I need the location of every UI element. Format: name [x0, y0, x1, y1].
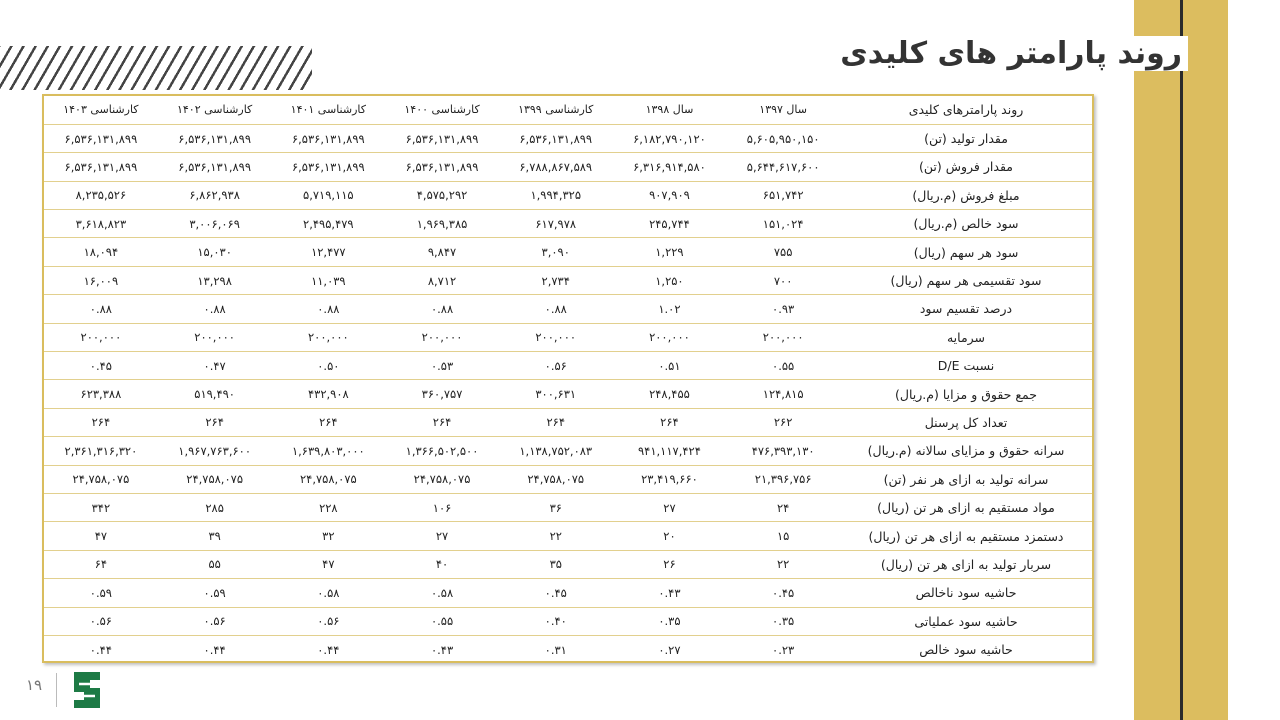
- table-cell: ۰.۵۰: [271, 352, 385, 380]
- table-cell: ۷۰۰: [726, 266, 840, 294]
- footer-divider: [56, 673, 57, 707]
- table-body: [44, 124, 1092, 663]
- table-cell: ۴۷: [44, 522, 158, 550]
- table-cell: ۰.۵۸: [385, 579, 499, 607]
- table-cell: ۰.۵۹: [158, 579, 272, 607]
- table-cell: ۰.۴۳: [613, 579, 727, 607]
- table-cell: ۱,۹۶۹,۳۸۵: [385, 210, 499, 238]
- table-cell: ۰.۲۷: [613, 635, 727, 663]
- table-cell: ۷۵۵: [726, 238, 840, 266]
- table-header-cell: کارشناسی ۱۴۰۳: [44, 96, 158, 124]
- row-label: تعداد کل پرسنل: [840, 408, 1092, 436]
- table-header-cell: سال ۱۳۹۸: [613, 96, 727, 124]
- key-parameters-table: [44, 96, 1092, 663]
- table-cell: ۱.۰۲: [613, 295, 727, 323]
- table-cell: ۰.۴۷: [158, 352, 272, 380]
- row-label: مقدار فروش (تن): [840, 153, 1092, 181]
- table-cell: ۰.۵۳: [385, 352, 499, 380]
- table-cell: ۲۴,۷۵۸,۰۷۵: [385, 465, 499, 493]
- table-row: [44, 579, 1092, 607]
- table-row: [44, 210, 1092, 238]
- table-cell: ۴۰: [385, 550, 499, 578]
- table-cell: ۱,۲۲۹: [613, 238, 727, 266]
- table-cell: ۲۷: [385, 522, 499, 550]
- table-cell: ۰.۳۱: [499, 635, 613, 663]
- table-cell: ۲۳,۴۱۹,۶۶۰: [613, 465, 727, 493]
- table-header-cell: روند پارامترهای کلیدی: [840, 96, 1092, 124]
- table-cell: ۲۲۸: [271, 493, 385, 521]
- table-cell: ۶,۵۳۶,۱۳۱,۸۹۹: [385, 124, 499, 152]
- table-cell: ۲۶۴: [613, 408, 727, 436]
- table-cell: ۲۴۵,۷۴۴: [613, 210, 727, 238]
- table-cell: ۶,۵۳۶,۱۳۱,۸۹۹: [499, 124, 613, 152]
- table-cell: ۶۲۳,۳۸۸: [44, 380, 158, 408]
- table-cell: ۲۶: [613, 550, 727, 578]
- table-cell: ۰.۸۸: [271, 295, 385, 323]
- table-cell: ۰.۲۳: [726, 635, 840, 663]
- table-row: [44, 266, 1092, 294]
- table-cell: ۲۷: [613, 493, 727, 521]
- table-cell: ۲,۳۶۱,۳۱۶,۳۲۰: [44, 437, 158, 465]
- table-cell: ۲۴,۷۵۸,۰۷۵: [158, 465, 272, 493]
- table-row: [44, 380, 1092, 408]
- table-cell: ۱۵,۰۳۰: [158, 238, 272, 266]
- table-row: [44, 238, 1092, 266]
- table-cell: ۵,۷۱۹,۱۱۵: [271, 181, 385, 209]
- table-cell: ۲۰: [613, 522, 727, 550]
- table-row: [44, 352, 1092, 380]
- row-label: سود هر سهم (ریال): [840, 238, 1092, 266]
- row-label: سود تقسیمی هر سهم (ریال): [840, 266, 1092, 294]
- table-row: [44, 607, 1092, 635]
- hatch-decoration: [0, 46, 312, 90]
- table-cell: ۶,۵۳۶,۱۳۱,۸۹۹: [158, 124, 272, 152]
- table-cell: ۹۴۱,۱۱۷,۴۲۴: [613, 437, 727, 465]
- table-header-cell: کارشناسی ۱۴۰۰: [385, 96, 499, 124]
- table-cell: ۲,۴۹۵,۴۷۹: [271, 210, 385, 238]
- table-cell: ۰.۵۵: [385, 607, 499, 635]
- table-cell: ۵۱۹,۴۹۰: [158, 380, 272, 408]
- table-cell: ۴,۵۷۵,۲۹۲: [385, 181, 499, 209]
- table-cell: ۰.۵۹: [44, 579, 158, 607]
- table-cell: ۲۴: [726, 493, 840, 521]
- table-cell: ۳۵: [499, 550, 613, 578]
- table-cell: ۶,۳۱۶,۹۱۴,۵۸۰: [613, 153, 727, 181]
- table-cell: ۳۶۰,۷۵۷: [385, 380, 499, 408]
- table-cell: ۲۶۲: [726, 408, 840, 436]
- table-cell: ۲۲: [726, 550, 840, 578]
- row-label: مواد مستقیم به ازای هر تن (ریال): [840, 493, 1092, 521]
- slide-title: روند پارامتر های کلیدی: [834, 36, 1188, 71]
- table-cell: ۲۴,۷۵۸,۰۷۵: [44, 465, 158, 493]
- table-cell: ۰.۴۴: [44, 635, 158, 663]
- table-cell: ۲۰۰,۰۰۰: [613, 323, 727, 351]
- table-cell: ۶,۵۳۶,۱۳۱,۸۹۹: [271, 153, 385, 181]
- table-header-cell: کارشناسی ۱۴۰۲: [158, 96, 272, 124]
- table-row: [44, 550, 1092, 578]
- table-cell: ۰.۸۸: [44, 295, 158, 323]
- table-cell: ۸,۷۱۲: [385, 266, 499, 294]
- table-cell: ۰.۴۴: [158, 635, 272, 663]
- table-row: [44, 323, 1092, 351]
- table-header-cell: کارشناسی ۱۳۹۹: [499, 96, 613, 124]
- table-cell: ۰.۴۵: [499, 579, 613, 607]
- row-label: حاشیه سود عملیاتی: [840, 607, 1092, 635]
- table-cell: ۰.۵۶: [44, 607, 158, 635]
- row-label: مقدار تولید (تن): [840, 124, 1092, 152]
- table-cell: ۰.۳۵: [726, 607, 840, 635]
- table-cell: ۶,۵۳۶,۱۳۱,۸۹۹: [385, 153, 499, 181]
- table-cell: ۱۲,۴۷۷: [271, 238, 385, 266]
- table-cell: ۳۲: [271, 522, 385, 550]
- table-cell: ۰.۸۸: [499, 295, 613, 323]
- table-cell: ۳,۰۹۰: [499, 238, 613, 266]
- table-cell: ۶۴: [44, 550, 158, 578]
- table-cell: ۱۰۶: [385, 493, 499, 521]
- table-cell: ۰.۸۸: [385, 295, 499, 323]
- row-label: سود خالص (م.ریال): [840, 210, 1092, 238]
- table-cell: ۶,۵۳۶,۱۳۱,۸۹۹: [271, 124, 385, 152]
- table-cell: ۶,۱۸۲,۷۹۰,۱۲۰: [613, 124, 727, 152]
- key-parameters-table-frame: [42, 94, 1094, 663]
- table-row: [44, 465, 1092, 493]
- table-cell: ۳۹: [158, 522, 272, 550]
- table-header-row: [44, 96, 1092, 124]
- table-cell: ۲۰۰,۰۰۰: [385, 323, 499, 351]
- table-cell: ۸,۲۳۵,۵۲۶: [44, 181, 158, 209]
- table-row: [44, 635, 1092, 663]
- table-row: [44, 153, 1092, 181]
- table-row: [44, 522, 1092, 550]
- table-cell: ۶,۵۳۶,۱۳۱,۸۹۹: [158, 153, 272, 181]
- table-cell: ۵,۶۴۴,۶۱۷,۶۰۰: [726, 153, 840, 181]
- table-cell: ۲۰۰,۰۰۰: [158, 323, 272, 351]
- table-cell: ۲۴۸,۴۵۵: [613, 380, 727, 408]
- table-cell: ۰.۸۸: [158, 295, 272, 323]
- accent-vertical-line: [1180, 0, 1183, 720]
- table-cell: ۴۳۲,۹۰۸: [271, 380, 385, 408]
- table-cell: ۱,۱۳۸,۷۵۲,۰۸۳: [499, 437, 613, 465]
- table-cell: ۲۶۴: [499, 408, 613, 436]
- table-cell: ۱,۹۹۴,۳۲۵: [499, 181, 613, 209]
- table-cell: ۵,۶۰۵,۹۵۰,۱۵۰: [726, 124, 840, 152]
- table-cell: ۱۲۴,۸۱۵: [726, 380, 840, 408]
- table-cell: ۱,۹۶۷,۷۶۳,۶۰۰: [158, 437, 272, 465]
- row-label: سرانه حقوق و مزایای سالانه (م.ریال): [840, 437, 1092, 465]
- table-cell: ۰.۴۵: [44, 352, 158, 380]
- table-cell: ۲۰۰,۰۰۰: [271, 323, 385, 351]
- table-cell: ۶,۵۳۶,۱۳۱,۸۹۹: [44, 124, 158, 152]
- table-cell: ۹۰۷,۹۰۹: [613, 181, 727, 209]
- table-cell: ۶,۷۸۸,۸۶۷,۵۸۹: [499, 153, 613, 181]
- table-cell: ۳۰۰,۶۳۱: [499, 380, 613, 408]
- row-label: نسبت D/E: [840, 352, 1092, 380]
- table-row: [44, 437, 1092, 465]
- table-cell: ۲۶۴: [271, 408, 385, 436]
- row-label: مبلغ فروش (م.ریال): [840, 181, 1092, 209]
- table-cell: ۲۴,۷۵۸,۰۷۵: [271, 465, 385, 493]
- row-label: حاشیه سود ناخالص: [840, 579, 1092, 607]
- table-cell: ۲۰۰,۰۰۰: [44, 323, 158, 351]
- table-row: [44, 295, 1092, 323]
- table-cell: ۱۵: [726, 522, 840, 550]
- table-cell: ۴۷: [271, 550, 385, 578]
- table-cell: ۰.۵۶: [271, 607, 385, 635]
- table-cell: ۰.۹۳: [726, 295, 840, 323]
- table-cell: ۱,۶۳۹,۸۰۳,۰۰۰: [271, 437, 385, 465]
- table-cell: ۳۴۲: [44, 493, 158, 521]
- table-header-cell: سال ۱۳۹۷: [726, 96, 840, 124]
- table-cell: ۰.۴۰: [499, 607, 613, 635]
- table-cell: ۰.۳۵: [613, 607, 727, 635]
- table-cell: ۲۲: [499, 522, 613, 550]
- table-cell: ۱۳,۲۹۸: [158, 266, 272, 294]
- table-cell: ۲۶۴: [44, 408, 158, 436]
- table-cell: ۱۶,۰۰۹: [44, 266, 158, 294]
- table-cell: ۶,۸۶۲,۹۳۸: [158, 181, 272, 209]
- table-cell: ۳,۶۱۸,۸۲۳: [44, 210, 158, 238]
- table-cell: ۲۴,۷۵۸,۰۷۵: [499, 465, 613, 493]
- table-cell: ۶۱۷,۹۷۸: [499, 210, 613, 238]
- table-row: [44, 408, 1092, 436]
- table-cell: ۰.۵۵: [726, 352, 840, 380]
- table-cell: ۹,۸۴۷: [385, 238, 499, 266]
- table-cell: ۱۵۱,۰۲۴: [726, 210, 840, 238]
- table-cell: ۱۱,۰۳۹: [271, 266, 385, 294]
- table-cell: ۳,۰۰۶,۰۶۹: [158, 210, 272, 238]
- row-label: حاشیه سود خالص: [840, 635, 1092, 663]
- table-cell: ۱۸,۰۹۴: [44, 238, 158, 266]
- row-label: درصد تقسیم سود: [840, 295, 1092, 323]
- table-cell: ۲۶۴: [158, 408, 272, 436]
- table-cell: ۱,۲۵۰: [613, 266, 727, 294]
- table-cell: ۶,۵۳۶,۱۳۱,۸۹۹: [44, 153, 158, 181]
- table-cell: ۲۶۴: [385, 408, 499, 436]
- table-cell: ۰.۵۸: [271, 579, 385, 607]
- table-cell: ۰.۴۳: [385, 635, 499, 663]
- table-cell: ۴۷۶,۳۹۳,۱۳۰: [726, 437, 840, 465]
- table-cell: ۰.۵۶: [499, 352, 613, 380]
- row-label: جمع حقوق و مزایا (م.ریال): [840, 380, 1092, 408]
- table-cell: ۵۵: [158, 550, 272, 578]
- table-cell: ۲۸۵: [158, 493, 272, 521]
- table-cell: ۲۰۰,۰۰۰: [726, 323, 840, 351]
- table-cell: ۱,۳۶۶,۵۰۲,۵۰۰: [385, 437, 499, 465]
- company-logo-icon: [70, 670, 104, 710]
- row-label: سرانه تولید به ازای هر نفر (تن): [840, 465, 1092, 493]
- row-label: دستمزد مستقیم به ازای هر تن (ریال): [840, 522, 1092, 550]
- table-cell: ۲۰۰,۰۰۰: [499, 323, 613, 351]
- table-cell: ۰.۵۱: [613, 352, 727, 380]
- row-label: سربار تولید به ازای هر تن (ریال): [840, 550, 1092, 578]
- table-header-cell: کارشناسی ۱۴۰۱: [271, 96, 385, 124]
- table-cell: ۳۶: [499, 493, 613, 521]
- table-cell: ۲,۷۳۴: [499, 266, 613, 294]
- table-row: [44, 124, 1092, 152]
- table-cell: ۲۱,۳۹۶,۷۵۶: [726, 465, 840, 493]
- table-cell: ۰.۴۵: [726, 579, 840, 607]
- table-cell: ۰.۴۴: [271, 635, 385, 663]
- row-label: سرمایه: [840, 323, 1092, 351]
- table-cell: ۶۵۱,۷۴۲: [726, 181, 840, 209]
- page-number: ۱۹: [26, 676, 43, 694]
- table-cell: ۰.۵۶: [158, 607, 272, 635]
- table-row: [44, 493, 1092, 521]
- table-row: [44, 181, 1092, 209]
